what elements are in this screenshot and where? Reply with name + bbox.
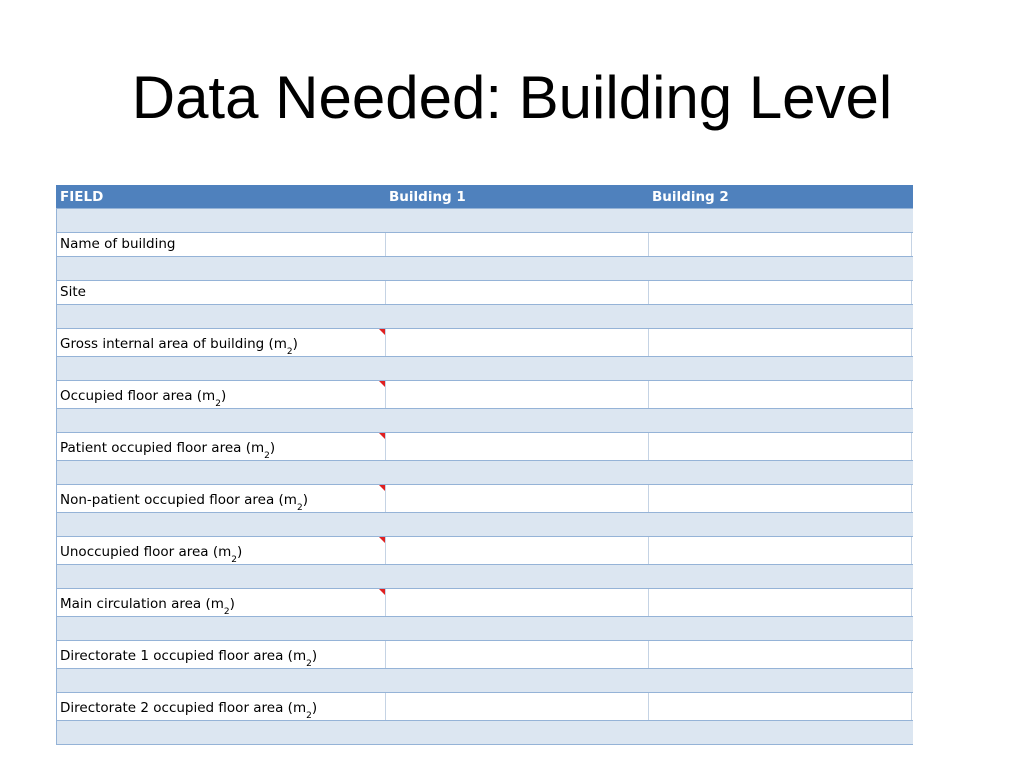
data-table <box>56 185 913 745</box>
table-row <box>56 693 913 721</box>
band-row <box>56 257 913 281</box>
field-label: Non-patient occupied floor area (m <box>60 492 297 508</box>
field-label: Main circulation area (m <box>60 596 224 612</box>
building-2-cell[interactable] <box>649 433 912 460</box>
building-2-cell[interactable] <box>649 693 912 720</box>
building-2-cell[interactable] <box>649 381 912 408</box>
building-2-cell[interactable] <box>649 589 912 616</box>
table-row <box>56 281 913 305</box>
building-1-cell[interactable] <box>386 641 649 668</box>
unit-close: ) <box>311 700 318 716</box>
band-row <box>56 305 913 329</box>
field-label-cell: Main circulation area (m 2 ) <box>57 589 386 616</box>
field-label-cell: Unoccupied floor area (m 2 ) <box>57 537 386 564</box>
field-label: Patient occupied floor area (m <box>60 440 265 456</box>
table-row <box>56 433 913 461</box>
building-2-cell[interactable] <box>649 281 912 304</box>
band-row <box>56 209 913 233</box>
unit-close: ) <box>220 388 227 404</box>
band-row <box>56 565 913 589</box>
comment-indicator-icon[interactable] <box>379 485 385 491</box>
comment-indicator-icon[interactable] <box>379 329 385 335</box>
field-label-cell: Occupied floor area (m 2 ) <box>57 381 386 408</box>
building-1-cell[interactable] <box>386 233 649 256</box>
building-1-cell[interactable] <box>386 693 649 720</box>
field-label-cell: Non-patient occupied floor area (m 2 ) <box>57 485 386 512</box>
table-row <box>56 485 913 513</box>
unit-close: ) <box>292 336 298 352</box>
field-label: Unoccupied floor area (m <box>60 544 232 560</box>
building-2-cell[interactable] <box>649 329 912 356</box>
band-row <box>56 669 913 693</box>
unit-close: ) <box>229 596 235 612</box>
unit-close: ) <box>302 492 308 508</box>
unit-close: ) <box>269 440 276 456</box>
slide-title: Data Needed: Building Level <box>131 64 893 131</box>
table-row <box>56 537 913 565</box>
building-2-cell[interactable] <box>649 485 912 512</box>
band-row <box>56 461 913 485</box>
band-row <box>56 409 913 433</box>
field-label-cell: Directorate 2 occupied floor area (m 2 ) <box>57 693 386 720</box>
building-1-cell[interactable] <box>386 281 649 304</box>
band-row <box>56 617 913 641</box>
building-2-cell[interactable] <box>649 233 912 256</box>
building-1-cell[interactable] <box>386 329 649 356</box>
header-field: FIELD <box>60 188 104 205</box>
building-2-cell[interactable] <box>649 537 912 564</box>
field-label: Directorate 2 occupied floor area (m <box>60 700 307 716</box>
table-header-row <box>56 185 913 209</box>
field-label: Site <box>60 284 86 300</box>
table-row <box>56 329 913 357</box>
comment-indicator-icon[interactable] <box>379 381 385 387</box>
band-row <box>56 357 913 381</box>
comment-indicator-icon[interactable] <box>379 589 385 595</box>
header-building-2: Building 2 <box>652 188 729 205</box>
table-row <box>56 233 913 257</box>
comment-indicator-icon[interactable] <box>379 433 385 439</box>
band-row <box>56 513 913 537</box>
building-1-cell[interactable] <box>386 381 649 408</box>
field-label: Occupied floor area (m <box>60 388 216 404</box>
building-1-cell[interactable] <box>386 537 649 564</box>
building-2-cell[interactable] <box>649 641 912 668</box>
comment-indicator-icon[interactable] <box>379 537 385 543</box>
field-label-cell: Patient occupied floor area (m 2 ) <box>57 433 386 460</box>
field-label: Directorate 1 occupied floor area (m <box>60 648 307 664</box>
field-label-cell: Gross internal area of building (m 2 ) <box>57 329 386 356</box>
building-1-cell[interactable] <box>386 433 649 460</box>
field-label: Gross internal area of building (m <box>60 336 287 352</box>
field-label-cell <box>57 233 386 256</box>
building-1-cell[interactable] <box>386 485 649 512</box>
field-label-cell <box>57 281 386 304</box>
band-row <box>56 721 913 745</box>
field-label-cell: Directorate 1 occupied floor area (m 2 ) <box>57 641 386 668</box>
table-row <box>56 589 913 617</box>
field-label: Name of building <box>60 236 176 252</box>
unit-close: ) <box>311 648 318 664</box>
table-row <box>56 381 913 409</box>
building-1-cell[interactable] <box>386 589 649 616</box>
header-building-1: Building 1 <box>389 188 466 205</box>
table-row <box>56 641 913 669</box>
unit-close: ) <box>237 544 243 560</box>
